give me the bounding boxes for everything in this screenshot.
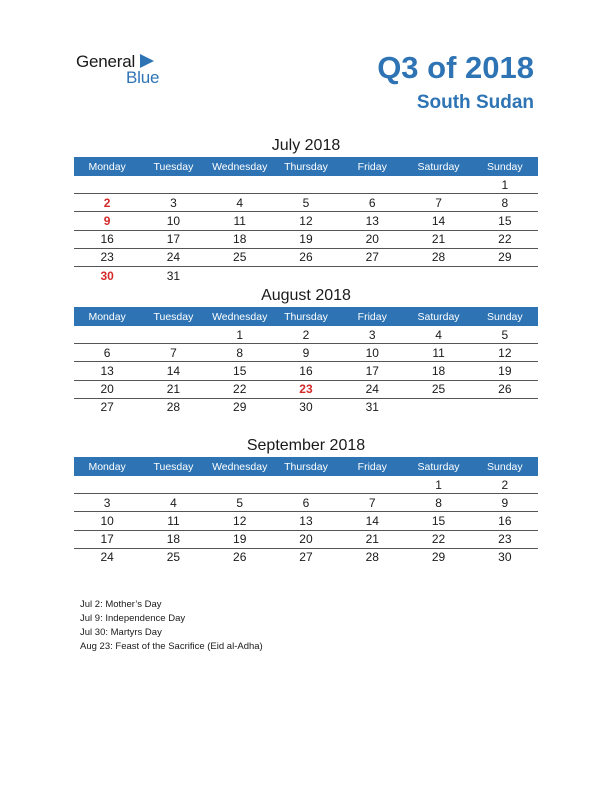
week-row — [74, 230, 538, 248]
weekday-header: Tuesday — [140, 457, 206, 476]
empty-day-cell — [405, 266, 471, 284]
day-cell: 19 — [273, 230, 339, 248]
holiday-notes — [80, 598, 263, 654]
day-cell: 11 — [140, 512, 206, 530]
week-row — [74, 326, 538, 344]
weekday-header: Saturday — [405, 307, 471, 326]
day-cell: 27 — [100, 400, 114, 415]
day-cell: 28 — [405, 248, 471, 266]
day-cell: 1 — [207, 326, 273, 344]
day-cell: 14 — [140, 362, 206, 380]
day-cell: 3 — [74, 494, 140, 512]
week-row — [74, 248, 538, 266]
page-subtitle: South Sudan — [416, 92, 534, 113]
day-cell: 30 — [498, 550, 512, 565]
day-cell: 4 — [405, 326, 471, 344]
weekday-header: Wednesday — [207, 157, 273, 176]
month-title: August 2018 — [261, 287, 351, 304]
weekday-header: Wednesday — [207, 307, 273, 326]
day-cell: 4 — [140, 494, 206, 512]
day-cell: 4 — [207, 194, 273, 212]
weekday-header: Tuesday — [140, 307, 206, 326]
weekday-header: Tuesday — [140, 157, 206, 176]
week-row — [74, 530, 538, 548]
day-cell: 30 — [100, 268, 114, 283]
day-cell: 14 — [339, 512, 405, 530]
empty-day-cell — [273, 176, 339, 194]
day-cell: 19 — [207, 530, 273, 548]
empty-day-cell — [207, 476, 273, 494]
empty-day-cell — [207, 266, 273, 284]
day-cell: 6 — [273, 494, 339, 512]
day-cell: 11 — [405, 344, 471, 362]
logo-text-blue: Blue — [126, 68, 160, 87]
day-cell: 18 — [207, 230, 273, 248]
day-cell: 27 — [339, 248, 405, 266]
empty-day-cell — [273, 476, 339, 494]
weekday-header: Thursday — [273, 307, 339, 326]
day-cell: 1 — [472, 176, 538, 194]
day-cell: 10 — [74, 512, 140, 530]
week-row — [74, 494, 538, 512]
calendar-table — [74, 157, 538, 284]
day-cell: 21 — [339, 530, 405, 548]
empty-day-cell — [140, 176, 206, 194]
day-cell: 26 — [233, 550, 247, 565]
day-cell: 22 — [405, 530, 471, 548]
day-cell: 14 — [405, 212, 471, 230]
day-cell: 20 — [273, 530, 339, 548]
weekday-header: Saturday — [405, 457, 471, 476]
week-row — [74, 548, 538, 566]
day-cell: 3 — [339, 326, 405, 344]
weekday-header: Monday — [74, 457, 140, 476]
day-cell: 25 — [166, 550, 181, 565]
day-cell: 23 — [74, 248, 140, 266]
day-cell: 17 — [140, 230, 206, 248]
empty-day-cell — [74, 326, 140, 344]
empty-day-cell — [74, 176, 140, 194]
month-august — [74, 285, 538, 416]
empty-day-cell — [405, 398, 471, 416]
day-cell: 10 — [339, 344, 405, 362]
day-cell: 22 — [207, 380, 273, 398]
weekday-header: Monday — [74, 157, 140, 176]
weekday-header: Wednesday — [207, 457, 273, 476]
weekday-header: Friday — [339, 157, 405, 176]
day-cell: 15 — [207, 362, 273, 380]
day-cell: 7 — [405, 194, 471, 212]
day-cell: 10 — [140, 212, 206, 230]
weekday-header: Thursday — [273, 457, 339, 476]
day-cell: 17 — [339, 362, 405, 380]
day-cell: 2 — [472, 476, 538, 494]
day-cell: 25 — [207, 248, 273, 266]
day-cell: 11 — [207, 212, 273, 230]
weekday-header: Sunday — [472, 157, 538, 176]
day-cell: 18 — [405, 362, 471, 380]
month-july — [74, 135, 538, 284]
week-row — [74, 362, 538, 380]
empty-day-cell — [339, 266, 405, 284]
empty-day-cell — [140, 476, 206, 494]
day-cell: 19 — [472, 362, 538, 380]
day-cell: 8 — [207, 344, 273, 362]
page-title: Q3 of 2018 — [377, 50, 534, 85]
day-cell: 28 — [365, 550, 379, 565]
day-cell: 15 — [405, 512, 471, 530]
empty-day-cell — [74, 476, 140, 494]
day-cell: 2 — [74, 194, 140, 212]
weekday-header: Thursday — [273, 157, 339, 176]
day-cell: 29 — [431, 550, 446, 565]
empty-day-cell — [207, 176, 273, 194]
day-cell: 17 — [74, 530, 140, 548]
day-cell: 6 — [74, 344, 140, 362]
weekday-header: Monday — [74, 307, 140, 326]
day-cell: 29 — [472, 248, 538, 266]
week-row — [74, 398, 538, 416]
week-row — [74, 344, 538, 362]
logo — [76, 52, 176, 88]
holiday-note: Jul 2: Mother’s Day — [80, 599, 162, 610]
day-cell: 3 — [140, 194, 206, 212]
weekday-header: Saturday — [405, 157, 471, 176]
day-cell: 16 — [472, 512, 538, 530]
day-cell: 31 — [166, 268, 181, 283]
day-cell: 16 — [74, 230, 140, 248]
day-cell: 29 — [233, 400, 247, 415]
day-cell: 2 — [273, 326, 339, 344]
empty-day-cell — [140, 326, 206, 344]
holiday-note: Jul 9: Independence Day — [80, 613, 186, 624]
day-cell: 9 — [273, 344, 339, 362]
day-cell: 7 — [140, 344, 206, 362]
month-september — [74, 435, 538, 566]
day-cell: 26 — [472, 380, 538, 398]
day-cell: 21 — [140, 380, 206, 398]
week-row — [74, 266, 538, 284]
logo-text-general: General — [76, 52, 136, 71]
month-title: July 2018 — [271, 137, 341, 154]
day-cell: 6 — [339, 194, 405, 212]
day-cell: 20 — [74, 380, 140, 398]
day-cell: 5 — [273, 194, 339, 212]
day-cell: 9 — [74, 212, 140, 230]
day-cell: 23 — [472, 530, 538, 548]
logo-flag-icon — [140, 54, 154, 68]
day-cell: 9 — [472, 494, 538, 512]
calendar-table — [74, 307, 538, 416]
day-cell: 18 — [140, 530, 206, 548]
day-cell: 7 — [339, 494, 405, 512]
day-cell: 13 — [74, 362, 140, 380]
day-cell: 5 — [207, 494, 273, 512]
day-cell: 31 — [365, 400, 379, 415]
week-row — [74, 476, 538, 494]
empty-day-cell — [339, 176, 405, 194]
week-row — [74, 380, 538, 398]
weekday-header: Sunday — [472, 307, 538, 326]
week-row — [74, 194, 538, 212]
day-cell: 23 — [273, 380, 339, 398]
day-cell: 26 — [273, 248, 339, 266]
day-cell: 21 — [405, 230, 471, 248]
empty-day-cell — [472, 398, 538, 416]
day-cell: 28 — [166, 400, 181, 415]
empty-day-cell — [339, 476, 405, 494]
day-cell: 12 — [273, 212, 339, 230]
week-row — [74, 512, 538, 530]
calendar-table — [74, 457, 538, 566]
day-cell: 15 — [472, 212, 538, 230]
day-cell: 8 — [405, 494, 471, 512]
day-cell: 13 — [339, 212, 405, 230]
day-cell: 24 — [339, 380, 405, 398]
empty-day-cell — [405, 176, 471, 194]
weekday-header: Friday — [339, 307, 405, 326]
day-cell: 8 — [472, 194, 538, 212]
day-cell: 22 — [472, 230, 538, 248]
day-cell: 1 — [405, 476, 471, 494]
empty-day-cell — [472, 266, 538, 284]
day-cell: 24 — [100, 550, 114, 565]
day-cell: 27 — [299, 550, 313, 565]
day-cell: 5 — [472, 326, 538, 344]
day-cell: 30 — [299, 400, 313, 415]
week-row — [74, 212, 538, 230]
weekday-header: Friday — [339, 457, 405, 476]
day-cell: 12 — [472, 344, 538, 362]
holiday-note: Jul 30: Martyrs Day — [80, 627, 162, 638]
week-row — [74, 176, 538, 194]
day-cell: 20 — [339, 230, 405, 248]
day-cell: 13 — [273, 512, 339, 530]
month-title: September 2018 — [246, 437, 366, 454]
weekday-header: Sunday — [472, 457, 538, 476]
day-cell: 25 — [405, 380, 471, 398]
day-cell: 24 — [140, 248, 206, 266]
empty-day-cell — [273, 266, 339, 284]
day-cell: 12 — [207, 512, 273, 530]
day-cell: 16 — [273, 362, 339, 380]
holiday-note: Aug 23: Feast of the Sacrifice (Eid al-Adha) — [80, 641, 263, 652]
